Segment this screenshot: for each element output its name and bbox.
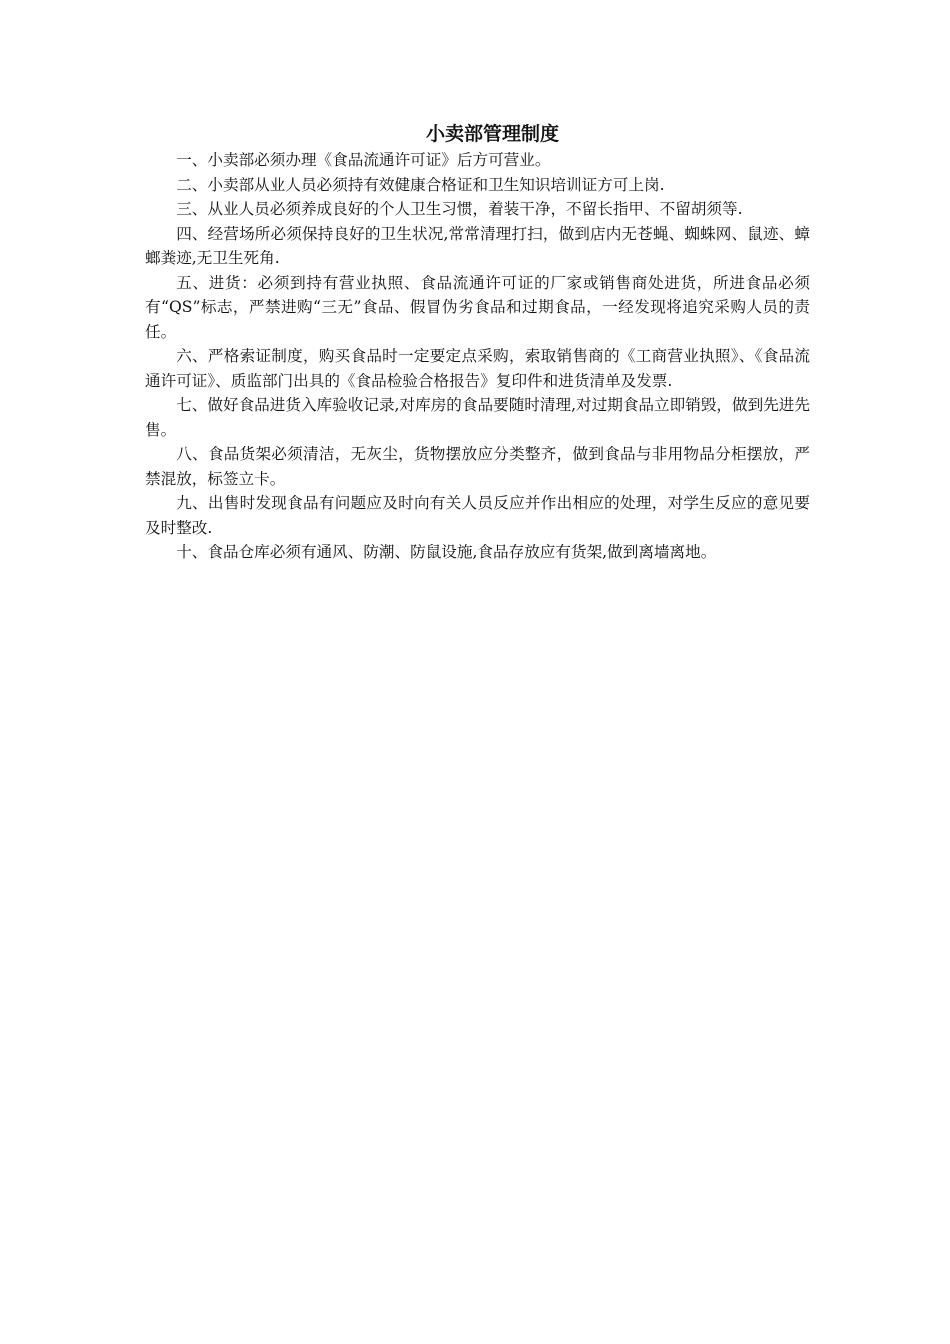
rule-item: 二、小卖部从业人员必须持有效健康合格证和卫生知识培训证方可上岗.	[176, 175, 665, 194]
rule-item: 九、出售时发现食品有问题应及时向有关人员反应并作出相应的处理，对学生反应的意见要及时整改.	[145, 494, 810, 537]
rule-item: 六、严格索证制度，购买食品时一定要定点采购，索取销售商的《工商营业执照》、《食品流通许可证》、质监部门出具的《食品检验合格报告》复印件和进货清单及发票.	[145, 347, 810, 390]
rule-item: 四、经营场所必须保持良好的卫生状况,常常清理打扫，做到店内无苍蝇、蜘蛛网、鼠迹、蟑螂粪迹,无卫生死角.	[145, 224, 810, 267]
rule-item: 七、做好食品进货入库验收记录,对库房的食品要随时清理,对过期食品立即销毁，做到先进先售。	[145, 396, 810, 439]
rule-item: 三、从业人员必须养成良好的个人卫生习惯，着装干净，不留长指甲、不留胡须等.	[176, 200, 743, 218]
rule-item: 一、小卖部必须办理《食品流通许可证》后方可营业。	[176, 151, 551, 169]
rule-item: 五、进货：必须到持有营业执照、食品流通许可证的厂家或销售商处进货，所进食品必须有“QS”标志，严禁进购“三无”食品、假冒伪劣食品和过期食品，一经发现将追究采购人员的责任。	[145, 273, 810, 341]
document-title: 小卖部管理制度	[425, 123, 559, 145]
rule-item: 八、食品货架必须清洁，无灰尘，货物摆放应分类整齐，做到食品与非用物品分柜摆放，严禁混放，标签立卡。	[145, 445, 810, 488]
rule-item: 十、食品仓库必须有通风、防潮、防鼠设施,食品存放应有货架,做到离墙离地。	[176, 543, 717, 561]
document-body	[145, 120, 810, 565]
